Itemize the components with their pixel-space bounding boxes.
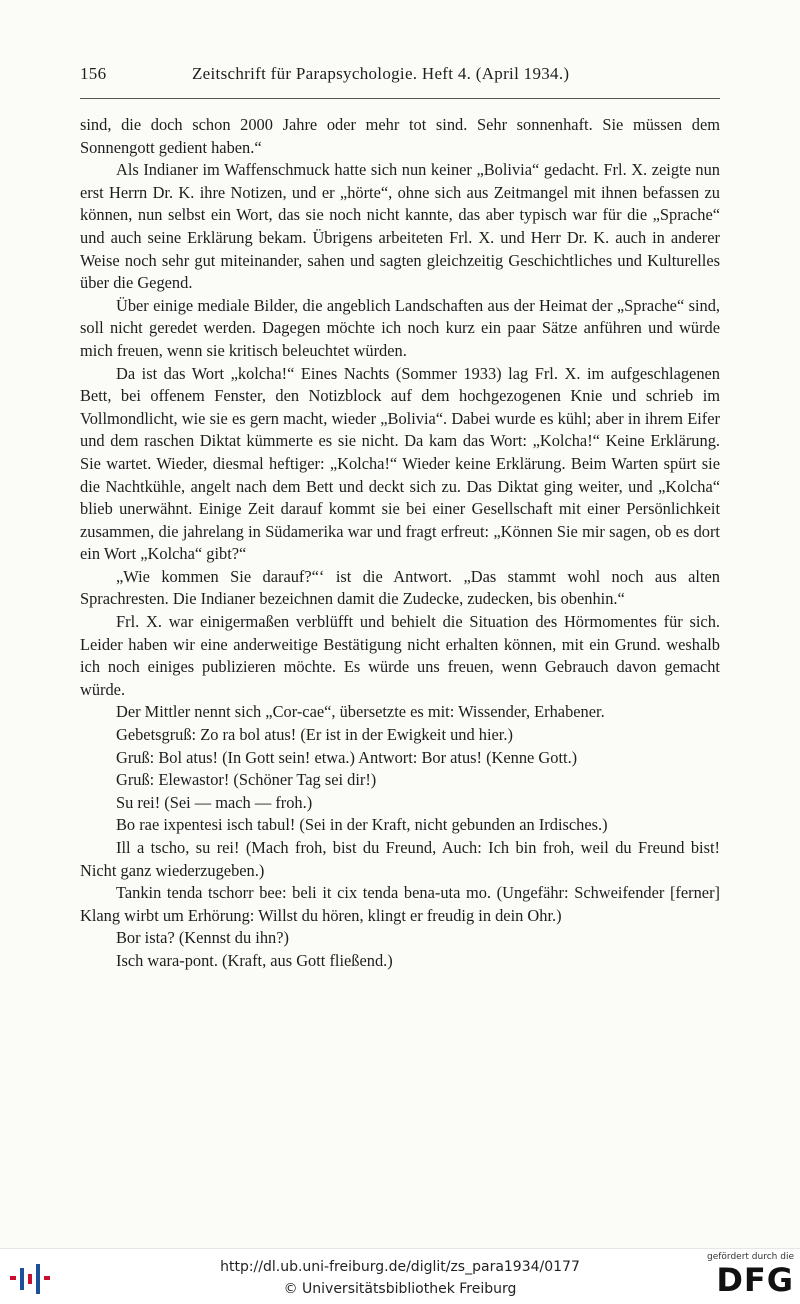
paragraph: Isch wara-pont. (Kraft, aus Gott fließend.): [116, 950, 393, 970]
copyright-notice: © Universitätsbibliothek Freiburg: [283, 1281, 517, 1297]
paragraph: Bor ista? (Kennst du ihn?): [116, 928, 289, 948]
journal-title: Zeitschrift für Parapsychologie. Heft 4. (April 1934.): [192, 64, 570, 83]
paragraph: Da ist das Wort „kolcha!“ Eines Nachts (Sommer 1933) lag Frl. X. im aufgeschlagenen Bett, bei offenem Fenster, den Notizblock auf dem hochgezogenen Knie und schrieb im Vollmondlicht, wie sie es gern macht, wieder „Bolivia“. Dabei wurde es kühl; aber in ihrem Eifer und dem raschen Diktat kümmerte es sie nicht. Da kam das Wort: „Kolcha!“ Keine Erklärung. Sie wartet. Wieder, diesmal heftiger: „Kolcha!“ Wieder keine Erklärung. Beim Warten spürt sie die Nachtkühle, angelt nach dem Bett und deckt sich zu. Das Diktat ging weiter, und „Kolcha“ blieb unerwähnt. Einige Zeit darauf kommt sie bei einer Gesellschaft mit einer Persönlichkeit zusammen, die jahrelang in Südamerika war und fragt erfreut: „Können Sie mir sagen, ob es dort ein Wort „Kolcha“ gibt?“: [80, 363, 720, 564]
paragraph: Su rei! (Sei — mach — froh.): [116, 792, 313, 812]
paragraph: sind, die doch schon 2000 Jahre oder mehr tot sind. Sehr sonnenhaft. Sie müssen dem Sonnengott gedient haben.“: [80, 115, 720, 157]
paragraph: „Wie kommen Sie darauf?“‘ ist die Antwort. „Das stammt wohl noch aus alten Sprachresten. Die Indianer bezeichnen damit die Zudecke, zudecken, bis obenhin.“: [80, 566, 720, 609]
paragraph: Über einige mediale Bilder, die angeblich Landschaften aus der Heimat der „Sprache“ sind, soll nicht geredet werden. Dagegen möchte ich noch kurz ein paar Sätze anführen und würde mich freuen, wenn sie kritisch beleuchtet würden.: [80, 295, 720, 360]
paragraph: Als Indianer im Waffenschmuck hatte sich nun keiner „Bolivia“ gedacht. Frl. X. zeigte nun erst Herrn Dr. K. ihre Notizen, und er „hörte“, ohne sich aus Zeitmangel mit ihnen befassen zu können, nun selbst ein Wort, das sie noch nicht kannte, das aber typisch war für die „Sprache“ und auch seine Erklärung bekam. Übrigens arbeiteten Frl. X. und Herr Dr. K. auch in anderer Weise noch sehr gut miteinander, sahen und sagten gleichzeitig Geschichtliches und Kulturelles über die Gegend.: [80, 160, 720, 293]
paragraph: Der Mittler nennt sich „Cor-cae“, übersetzte es mit: Wissender, Erhabener.: [116, 702, 605, 722]
dfg-logo[interactable]: DFG: [716, 1261, 794, 1299]
paragraph: Gruß: Bol atus! (In Gott sein! etwa.) Antwort: Bor atus! (Kenne Gott.): [116, 747, 578, 767]
paragraph: Frl. X. war einigermaßen verblüfft und behielt die Situation des Hörmomentes für sich. Leider haben wir eine anderweitige Bestätigung nicht erhalten können, mit ein Grund. weshalb ich noch einiges publizieren möchte. Es würde uns freuen, wenn Gebrauch davon gemacht würde.: [80, 612, 720, 699]
header-rule: [80, 98, 720, 99]
permalink-link[interactable]: http://dl.ub.uni-freiburg.de/diglit/zs_para1934/0177: [220, 1259, 580, 1275]
page-number: 156: [80, 64, 107, 83]
paragraph: Tankin tenda tschorr bee: beli it cix tenda bena-uta mo. (Ungefähr: Schweifender [ferner] Klang wirbt um Erhörung: Willst du hören, klingt er freudig in dein Ohr.): [80, 883, 720, 925]
paragraph: Gebetsgruß: Zo ra bol atus! (Er ist in der Ewigkeit und hier.): [116, 725, 513, 745]
paragraph: Bo rae ixpentesi isch tabul! (Sei in der Kraft, nicht gebunden an Irdisches.): [116, 815, 608, 835]
paragraph: Ill a tscho, su rei! (Mach froh, bist du Freund, Auch: Ich bin froh, weil du Freund bist! Nicht ganz wiederzugeben.): [80, 838, 720, 880]
paragraph: Gruß: Elewastor! (Schöner Tag sei dir!): [116, 770, 377, 790]
article-body: [80, 114, 720, 973]
funding-note: gefördert durch die: [707, 1252, 794, 1262]
